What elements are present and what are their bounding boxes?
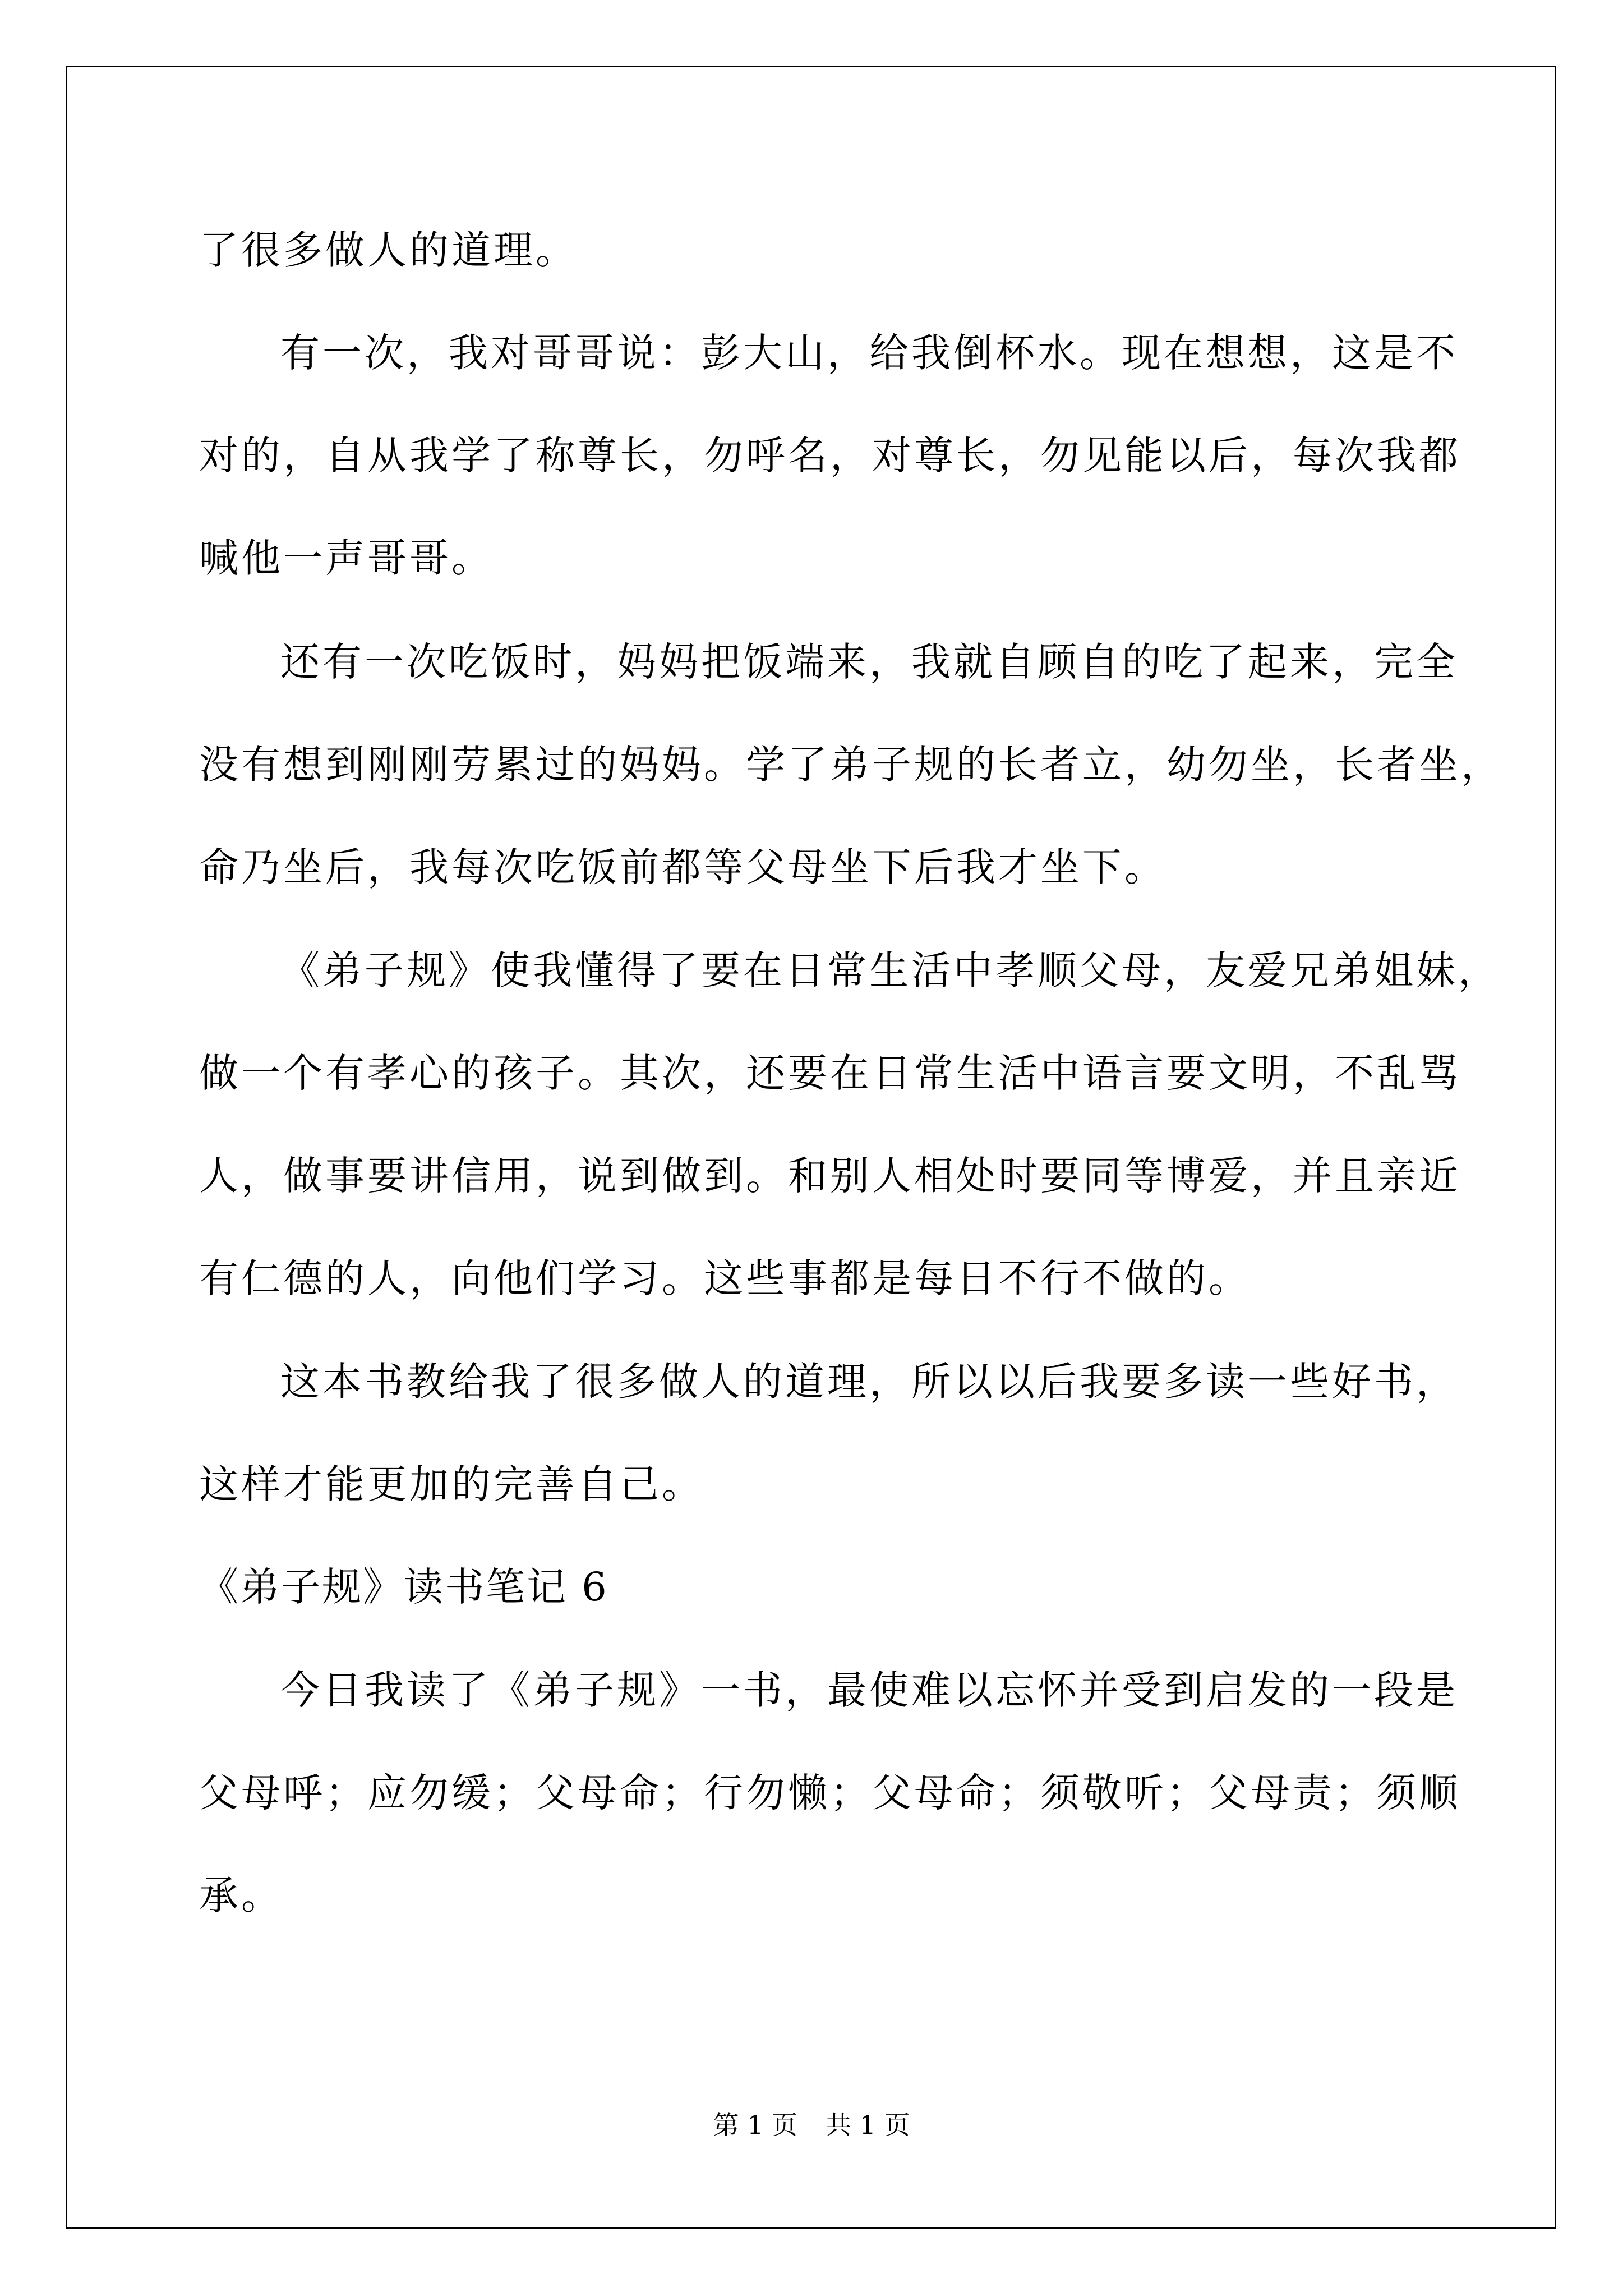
text-line-12: 这本书教给我了很多做人的道理，所以以后我要多读一些好书， — [280, 1359, 1458, 1405]
text-line-17: 承。 — [199, 1872, 283, 1918]
text-line-8: 《弟子规》使我懂得了要在日常生活中孝顺父母，友爱兄弟姐妹， — [280, 947, 1500, 993]
text-line-11: 有仁德的人，向他们学习。这些事都是每日不行不做的。 — [199, 1255, 1251, 1301]
text-line-3: 对的，自从我学了称尊长，勿呼名，对尊长，勿见能以后，每次我都 — [199, 432, 1461, 478]
total-pages-label: 共 1 页 — [826, 2110, 910, 2140]
current-page-label: 第 1 页 — [713, 2110, 797, 2140]
page-border — [66, 66, 1556, 2229]
text-line-15: 今日我读了《弟子规》一书，最使难以忘怀并受到启发的一段是 — [280, 1667, 1458, 1713]
page-footer — [0, 2108, 1623, 2142]
text-line-13: 这样才能更加的完善自己。 — [199, 1461, 704, 1507]
text-line-1: 了很多做人的道理。 — [199, 227, 578, 273]
text-line-4: 喊他一声哥哥。 — [199, 535, 494, 581]
section-heading: 《弟子规》读书笔记 6 — [199, 1564, 608, 1610]
text-line-2: 有一次，我对哥哥说：彭大山，给我倒杯水。现在想想，这是不 — [280, 330, 1458, 376]
text-line-5: 还有一次吃饭时，妈妈把饭端来，我就自顾自的吃了起来，完全 — [280, 639, 1458, 685]
text-line-10: 人，做事要讲信用，说到做到。和别人相处时要同等博爱，并且亲近 — [199, 1153, 1461, 1199]
text-line-16: 父母呼；应勿缓；父母命；行勿懒；父母命；须敬听；父母责；须顺 — [199, 1770, 1461, 1816]
text-line-7: 命乃坐后，我每次吃饭前都等父母坐下后我才坐下。 — [199, 844, 1166, 890]
text-line-9: 做一个有孝心的孩子。其次，还要在日常生活中语言要文明，不乱骂 — [199, 1050, 1461, 1096]
text-line-6: 没有想到刚刚劳累过的妈妈。学了弟子规的长者立，幼勿坐，长者坐， — [199, 742, 1503, 788]
